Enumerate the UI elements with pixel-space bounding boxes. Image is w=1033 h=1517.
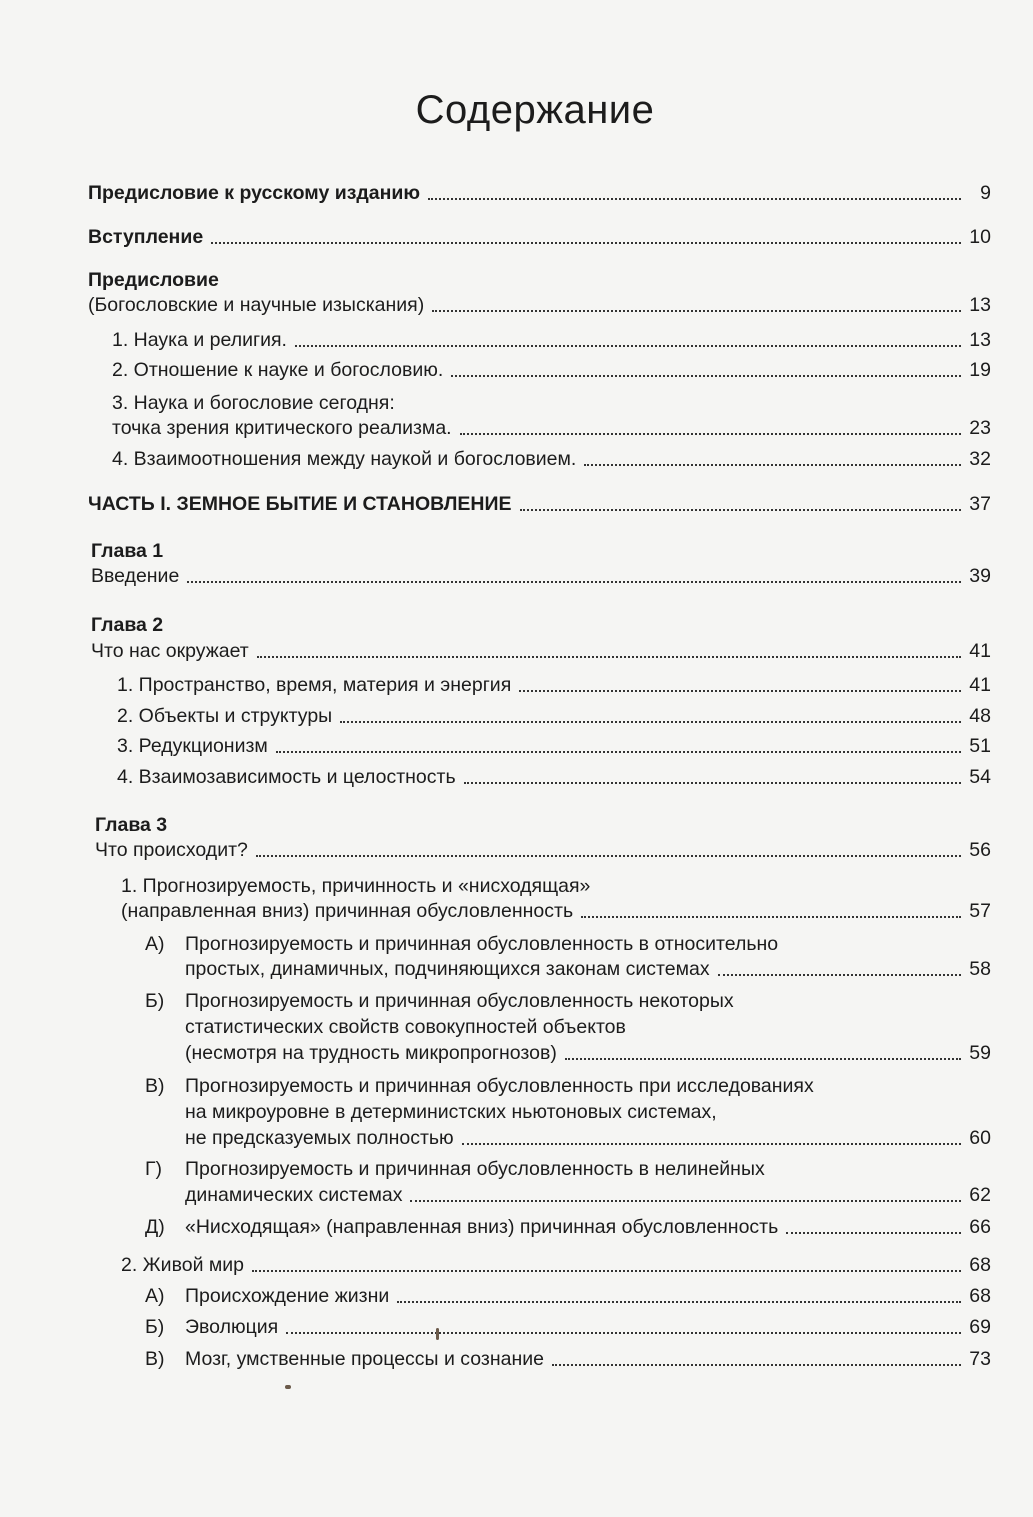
subitem-marker: Б) (145, 1316, 165, 1338)
entry-text: (направленная вниз) причинная обусловленность (121, 900, 574, 922)
page-number: 41 (969, 674, 991, 696)
page-number: 60 (969, 1127, 991, 1149)
entry-text-line: Прогнозируемость и причинная обусловленность при исследованиях (185, 1075, 814, 1097)
toc-entry-life-v[interactable] (185, 1347, 991, 1371)
toc-entry-b[interactable] (185, 1041, 991, 1065)
leader-dots (256, 855, 961, 857)
entry-text: 3. Редукционизм (117, 735, 268, 757)
entry-text: Что нас окружает (91, 640, 249, 662)
page-number: 19 (969, 359, 991, 381)
leader-dots (718, 974, 961, 976)
page-number: 13 (969, 294, 991, 316)
toc-entry-c2-2[interactable] (117, 704, 991, 728)
entry-text: ЧАСТЬ I. ЗЕМНОЕ БЫТИЕ И СТАНОВЛЕНИЕ (88, 493, 512, 515)
entry-text: Введение (91, 565, 180, 587)
ink-speck (436, 1328, 439, 1340)
page-title: Содержание (415, 88, 655, 132)
page-number: 39 (969, 565, 991, 587)
page-number: 41 (969, 640, 991, 662)
leader-dots (464, 782, 961, 784)
chapter-heading-1: Глава 1 (91, 540, 164, 562)
toc-entry-c2-3[interactable] (117, 734, 991, 758)
toc-entry-life-b[interactable] (185, 1315, 991, 1339)
subitem-marker: В) (145, 1075, 165, 1097)
entry-text-line: Прогнозируемость и причинная обусловленность в нелинейных (185, 1158, 765, 1180)
entry-text: Предисловие к русскому изданию (88, 182, 421, 204)
leader-dots (428, 198, 961, 200)
entry-text: 2. Объекты и структуры (117, 705, 333, 727)
page-number: 10 (969, 226, 991, 248)
page-number: 62 (969, 1184, 991, 1206)
entry-text-line: 3. Наука и богословие сегодня: (112, 392, 395, 414)
entry-text: точка зрения критического реализма. (112, 417, 452, 439)
page-number: 68 (969, 1285, 991, 1307)
toc-entry-d[interactable] (185, 1215, 991, 1239)
leader-dots (581, 916, 961, 918)
entry-text: 2. Живой мир (121, 1254, 245, 1276)
leader-dots (565, 1058, 961, 1060)
entry-text: «Нисходящая» (направленная вниз) причинная обусловленность (185, 1216, 779, 1238)
toc-entry-c3-1[interactable] (121, 899, 991, 923)
entry-text-line: статистических свойств совокупностей объектов (185, 1016, 626, 1038)
subitem-marker: Г) (145, 1158, 163, 1180)
entry-text: динамических системах (185, 1184, 403, 1206)
toc-entry-g[interactable] (185, 1183, 991, 1207)
toc-entry-p2[interactable] (112, 358, 991, 382)
subitem-marker: А) (145, 1285, 165, 1307)
entry-text-line: Прогнозируемость и причинная обусловленность в относительно (185, 933, 779, 955)
section-heading: Предисловие (88, 269, 219, 291)
entry-text-line: 1. Прогнозируемость, причинность и «нисходящая» (121, 875, 591, 897)
entry-text-line: Прогнозируемость и причинная обусловленность некоторых (185, 990, 734, 1012)
subitem-marker: Д) (145, 1216, 165, 1238)
entry-text: не предсказуемых полностью (185, 1127, 454, 1149)
leader-dots (286, 1332, 961, 1334)
page-number: 59 (969, 1042, 991, 1064)
leader-dots (460, 433, 961, 435)
entry-text: 1. Наука и религия. (112, 329, 287, 351)
chapter-heading-2: Глава 2 (91, 614, 164, 636)
toc-entry-ch1[interactable] (91, 564, 991, 588)
toc-entry-life-a[interactable] (185, 1284, 991, 1308)
subitem-marker: Б) (145, 990, 165, 1012)
leader-dots (410, 1200, 961, 1202)
toc-entry-p1[interactable] (112, 328, 991, 352)
leader-dots (187, 581, 961, 583)
page-number: 73 (969, 1348, 991, 1370)
leader-dots (520, 509, 961, 511)
page-number: 57 (969, 900, 991, 922)
entry-text: Что происходит? (95, 839, 248, 861)
leader-dots (340, 721, 961, 723)
chapter-heading-3: Глава 3 (95, 814, 168, 836)
toc-entry-a[interactable] (185, 957, 991, 981)
subitem-marker: В) (145, 1348, 165, 1370)
leader-dots (257, 656, 961, 658)
toc-entry-v[interactable] (185, 1126, 991, 1150)
toc-entry-preface[interactable] (88, 293, 991, 317)
page-number: 69 (969, 1316, 991, 1338)
toc-entry-p3[interactable] (112, 416, 991, 440)
entry-text: Вступление (88, 226, 204, 248)
toc-entry-ch3[interactable] (95, 838, 991, 862)
leader-dots (519, 690, 961, 692)
page-number: 13 (969, 329, 991, 351)
leader-dots (295, 345, 961, 347)
page-number: 32 (969, 448, 991, 470)
entry-text: (несмотря на трудность микропрогнозов) (185, 1042, 557, 1064)
page-number: 54 (969, 766, 991, 788)
page-number: 58 (969, 958, 991, 980)
page-number: 37 (969, 493, 991, 515)
page-number: 68 (969, 1254, 991, 1276)
leader-dots (252, 1270, 961, 1272)
toc-entry-c2-1[interactable] (117, 673, 991, 697)
page-number: 51 (969, 735, 991, 757)
toc-entry-c2-4[interactable] (117, 765, 991, 789)
page-number: 23 (969, 417, 991, 439)
entry-text-line: на микроуровне в детерминистских ньютоновых системах, (185, 1101, 717, 1123)
entry-text: 1. Пространство, время, материя и энергия (117, 674, 512, 696)
leader-dots (397, 1301, 961, 1303)
page-number: 56 (969, 839, 991, 861)
leader-dots (584, 464, 961, 466)
leader-dots (552, 1364, 961, 1366)
toc-entry-p4[interactable] (112, 447, 991, 471)
ink-speck (285, 1385, 291, 1389)
entry-text: 2. Отношение к науке и богословию. (112, 359, 444, 381)
entry-text: простых, динамичных, подчиняющихся законам системах (185, 958, 710, 980)
entry-text: Эволюция (185, 1316, 279, 1338)
leader-dots (786, 1232, 961, 1234)
entry-text: (Богословские и научные изыскания) (88, 294, 425, 316)
leader-dots (276, 751, 961, 753)
toc-entry-c3-2[interactable] (121, 1253, 991, 1277)
entry-text: Происхождение жизни (185, 1285, 390, 1307)
leader-dots (432, 310, 961, 312)
toc-entry-ch2[interactable] (91, 639, 991, 663)
toc-entry-preface-ru[interactable] (88, 181, 991, 205)
entry-text: 4. Взаимозависимость и целостность (117, 766, 456, 788)
toc-entry-intro[interactable] (88, 225, 991, 249)
page-number: 9 (980, 182, 991, 204)
leader-dots (462, 1143, 961, 1145)
entry-text: Мозг, умственные процессы и сознание (185, 1348, 544, 1370)
subitem-marker: А) (145, 933, 165, 955)
toc-entry-part-1[interactable] (88, 492, 991, 516)
page-number: 66 (969, 1216, 991, 1238)
page-number: 48 (969, 705, 991, 727)
leader-dots (211, 242, 961, 244)
entry-text: 4. Взаимоотношения между наукой и богословием. (112, 448, 577, 470)
leader-dots (451, 375, 961, 377)
